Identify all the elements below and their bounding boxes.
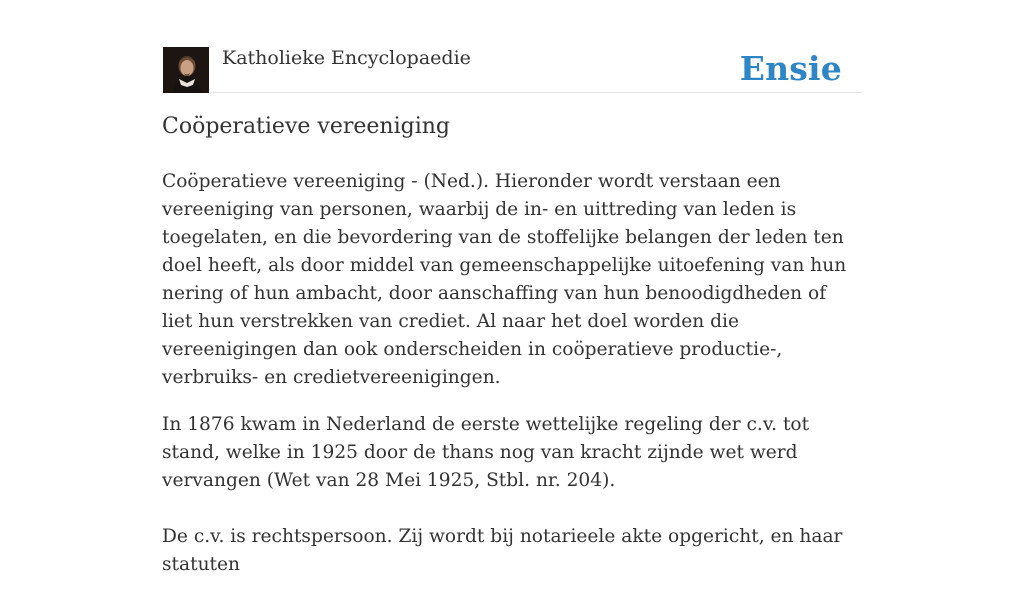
portrait-icon[interactable] <box>163 47 209 93</box>
article-body <box>162 168 862 598</box>
page <box>162 0 862 575</box>
article-title: Coöperatieve vereeniging <box>162 114 450 139</box>
brand-logo[interactable]: Ensie <box>739 49 842 88</box>
article-paragraph: In 1876 kwam in Nederland de eerste wettelijke regeling der c.v. tot stand, welke in 1925 door de thans nog van kracht zijnde wet werd vervangen (Wet van 28 Mei 1925, Stbl. nr. 204). <box>162 414 810 491</box>
article-paragraph: Coöperatieve vereeniging - (Ned.). Hieronder wordt verstaan een vereeniging van personen, waarbij de in- en uittreding van leden is toegelaten, en die bevordering van de stoffelijke belangen der leden ten doel heeft, als door middel van gemeenschappelijke uitoefening van hun nering of hun ambacht, door aanschaffing van hun benoodigdheden of liet hun verstrekken van crediet. Al naar het doel worden die vereenigingen dan ook onderscheiden in coöperatieve productie-, verbruiks- en credietvereenigingen. <box>162 171 847 388</box>
article-paragraph: De c.v. is rechtspersoon. Zij wordt bij notarieele akte opgericht, en haar statuten <box>162 526 843 575</box>
site-name[interactable]: Katholieke Encyclopaedie <box>222 47 471 69</box>
site-header <box>162 44 862 93</box>
